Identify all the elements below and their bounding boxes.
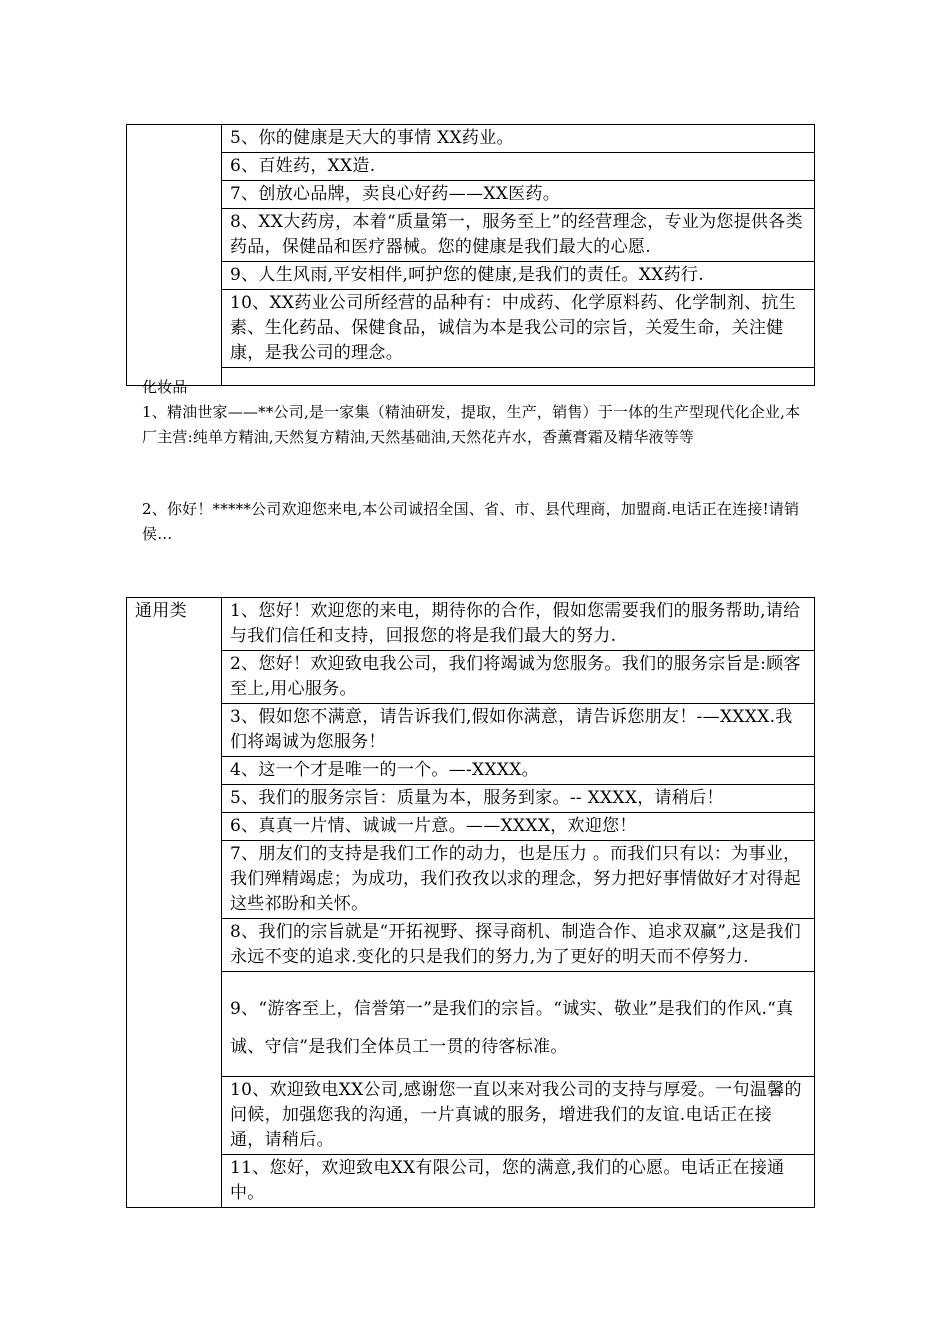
cosmetics-item-1: 1、精油世家——**公司,是一家集（精油研发，提取，生产，销售）于一体的生产型现代化企业,本厂主营:纯单方精油,天然复方精油,天然基础油,天然花卉水，香薰膏霜及精华液等等 <box>142 403 801 446</box>
slogan-cell: 11、您好，欢迎致电XX有限公司，您的满意,我们的心愿。电话正在接通中。 <box>222 1155 815 1208</box>
table-row <box>127 1155 815 1208</box>
table-row <box>127 262 815 290</box>
slogan-cell: 9、“游客至上，信誉第一”是我们的宗旨。“诚实、敬业”是我们的作风.“真诚、守信”是我们全体员工一贯的待客标准。 <box>222 972 815 1077</box>
cosmetics-heading: 化妆品 <box>142 378 188 396</box>
slogan-cell: 7、朋友们的支持是我们工作的动力，也是压力 。而我们只有以：为事业，我们殚精竭虑；为成功，我们孜孜以求的理念，努力把好事情做好才对得起这些祁盼和关怀。 <box>222 841 815 919</box>
slogan-cell: 8、我们的宗旨就是“开拓视野、探寻商机、制造合作、追求双赢”,这是我们永远不变的追求.变化的只是我们的努力,为了更好的明天而不停努力. <box>222 919 815 972</box>
slogan-cell: 4、这一个才是唯一的一个。—-XXXX。 <box>222 757 815 785</box>
table-row <box>127 290 815 368</box>
slogan-cell: 5、你的健康是天大的事情 XX药业。 <box>222 125 815 153</box>
slogan-cell: 1、您好！欢迎您的来电，期待你的合作，假如您需要我们的服务帮助,请给与我们信任和支持，回报您的将是我们最大的努力. <box>222 598 815 651</box>
table-row <box>127 919 815 972</box>
slogan-cell: 7、创放心品牌，卖良心好药——XX医药。 <box>222 181 815 209</box>
category-cell-empty <box>127 125 222 386</box>
cosmetics-item-2: 2、你好！*****公司欢迎您来电,本公司诚招全国、省、市、县代理商，加盟商.电话正在连接!请销侯… <box>142 500 800 543</box>
table-row <box>127 972 815 1077</box>
table-row <box>127 598 815 651</box>
slogan-cell: 5、我们的服务宗旨：质量为本，服务到家。-- XXXX，请稍后！ <box>222 785 815 813</box>
table-row <box>127 785 815 813</box>
slogan-cell: 6、百姓药，XX造. <box>222 153 815 181</box>
table-row <box>127 125 815 153</box>
slogan-cell: 2、您好！欢迎致电我公司，我们将竭诚为您服务。我们的服务宗旨是:顾客至上,用心服务。 <box>222 651 815 704</box>
pharma-slogan-table <box>126 124 815 386</box>
slogan-cell: 6、真真一片情、诚诚一片意。——XXXX，欢迎您！ <box>222 813 815 841</box>
slogan-cell: 3、假如您不满意，请告诉我们,假如你满意，请告诉您朋友！-—XXXX.我们将竭诚为您服务！ <box>222 704 815 757</box>
table-row <box>127 153 815 181</box>
table-row <box>127 651 815 704</box>
table-row <box>127 181 815 209</box>
category-cell: 通用类 <box>127 598 222 1208</box>
slogan-cell: 8、XX大药房，本着“质量第一，服务至上”的经营理念，专业为您提供各类药品，保健品和医疗器械。您的健康是我们最大的心愿. <box>222 209 815 262</box>
table-row <box>127 209 815 262</box>
table-row <box>127 704 815 757</box>
table-row <box>127 841 815 919</box>
general-slogan-table <box>126 597 815 1208</box>
slogan-cell: 10、XX药业公司所经营的品种有：中成药、化学原料药、化学制剂、抗生素、生化药品、保健食品，诚信为本是我公司的宗旨，关爱生命，关注健康，是我公司的理念。 <box>222 290 815 368</box>
slogan-cell: 9、人生风雨,平安相伴,呵护您的健康,是我们的责任。XX药行. <box>222 262 815 290</box>
table-row <box>127 757 815 785</box>
table-row <box>127 813 815 841</box>
table-row <box>127 1077 815 1155</box>
slogan-cell: 10、欢迎致电XX公司,感谢您一直以来对我公司的支持与厚爱。一句温馨的问候，加强您我的沟通，一片真诚的服务，增进我们的友谊.电话正在接通，请稍后。 <box>222 1077 815 1155</box>
